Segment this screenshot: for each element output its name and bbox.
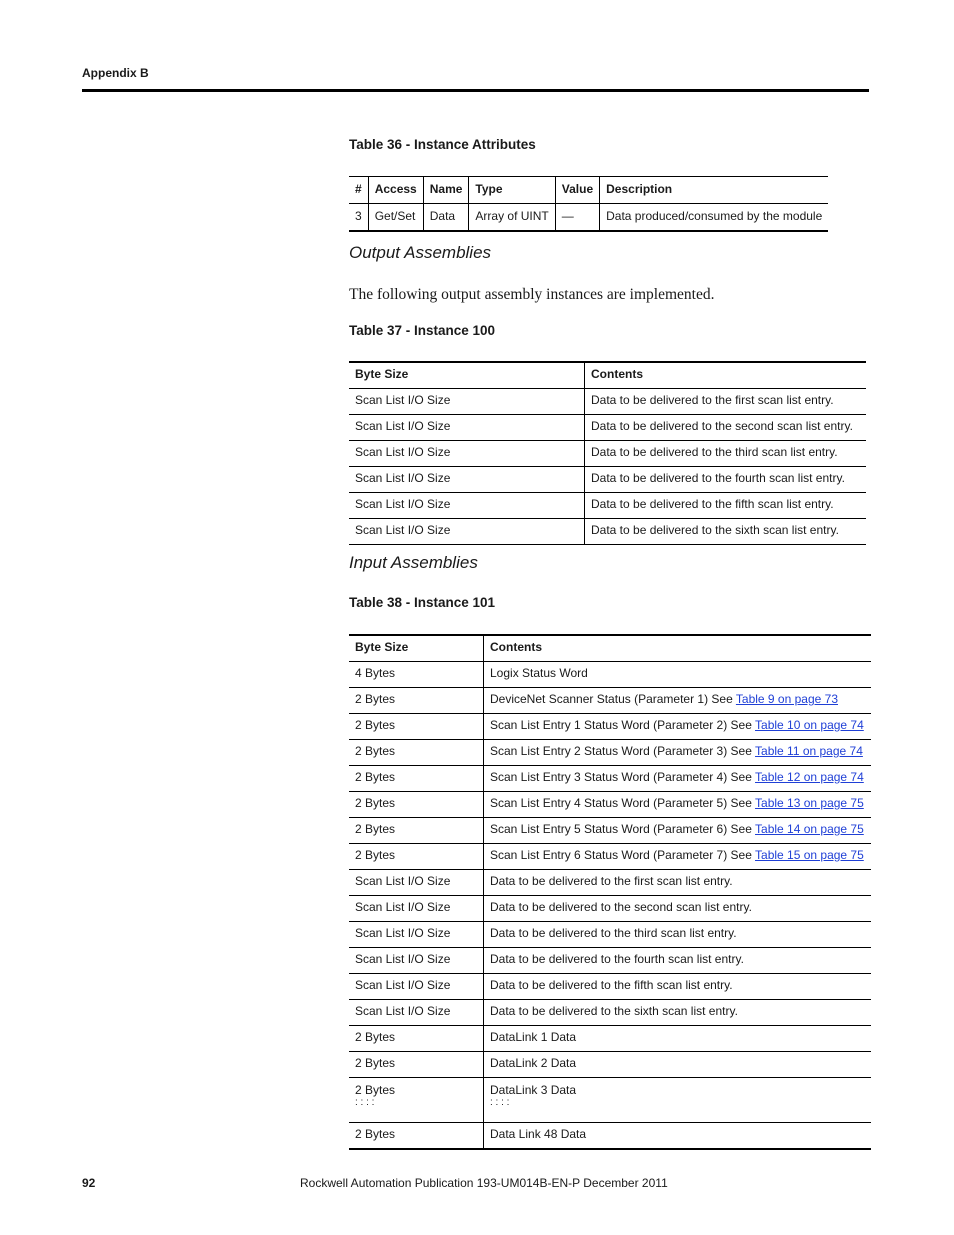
table36-header-row: [349, 177, 828, 204]
table37-cell: Scan List I/O Size: [349, 415, 585, 441]
table38-contents-cell: [484, 870, 872, 896]
ellipsis-marker: : : : :: [490, 1097, 510, 1108]
contents-text: Data to be delivered to the sixth scan list entry.: [490, 1004, 738, 1018]
table37-cell: Scan List I/O Size: [349, 467, 585, 493]
table37-cell: Scan List I/O Size: [349, 441, 585, 467]
table-row: [349, 792, 871, 818]
table-14-link[interactable]: Table 14 on page 75: [755, 822, 864, 836]
table-row: [349, 493, 866, 519]
table-row: [349, 844, 871, 870]
output-paragraph: The following output assembly instances are implemented.: [349, 286, 715, 303]
table38-contents-cell: [484, 948, 872, 974]
table38-size-cell: 2 Bytes: [349, 1123, 484, 1150]
table38-col-contents: Contents: [484, 635, 872, 662]
table36-caption: Table 36 - Instance Attributes: [349, 137, 536, 152]
table-row: [349, 1123, 871, 1150]
table38-contents-cell: [484, 1123, 872, 1150]
table-12-link[interactable]: Table 12 on page 74: [755, 770, 864, 784]
table-13-link[interactable]: Table 13 on page 75: [755, 796, 864, 810]
table38: [349, 634, 871, 1150]
table-row: [349, 519, 866, 545]
table-row: [349, 389, 866, 415]
table38-size-cell: 2 Bytes: [349, 792, 484, 818]
table38-size-cell: 2 Bytes: [349, 766, 484, 792]
table38-header-row: [349, 635, 871, 662]
output-assemblies-heading: Output Assemblies: [349, 243, 492, 262]
table-row: [349, 896, 871, 922]
table38-contents-cell: [484, 766, 872, 792]
table38-contents-cell: [484, 1078, 872, 1123]
table-9-link[interactable]: Table 9 on page 73: [735, 692, 838, 706]
contents-text: Data to be delivered to the fifth scan list entry.: [490, 978, 733, 992]
table38-contents-cell: [484, 896, 872, 922]
table37-header-row: [349, 362, 866, 389]
table38-contents-cell: [484, 1052, 872, 1078]
table37-cell: Data to be delivered to the fifth scan list entry.: [585, 493, 867, 519]
table-row: [349, 688, 871, 714]
ellipsis-marker: : : : :: [355, 1097, 375, 1108]
contents-text: DataLink 1 Data: [490, 1030, 577, 1044]
contents-text: Scan List Entry 5 Status Word (Parameter 6) See: [490, 822, 756, 836]
table38-size-cell: Scan List I/O Size: [349, 870, 484, 896]
table-row: [349, 204, 828, 232]
page-number: 92: [82, 1176, 96, 1190]
table36-col-type: Type: [469, 177, 555, 204]
table38-contents-cell: [484, 818, 872, 844]
table38-col-byte-size: Byte Size: [349, 635, 484, 662]
table38-contents-cell: [484, 714, 872, 740]
table38-size-cell: Scan List I/O Size: [349, 922, 484, 948]
table36: [349, 176, 828, 232]
table38-size-cell: 2 Bytes: [349, 714, 484, 740]
contents-text: DataLink 3 Data: [490, 1083, 577, 1097]
table37-col-byte-size: Byte Size: [349, 362, 585, 389]
table38-size-cell: 2 Bytes: [349, 688, 484, 714]
table38-contents-cell: [484, 974, 872, 1000]
input-assemblies-heading: Input Assemblies: [349, 553, 478, 572]
table37-cell: Data to be delivered to the sixth scan list entry.: [585, 519, 867, 545]
publication-footer: Rockwell Automation Publication 193-UM014B-EN-P December 2011: [300, 1176, 668, 1190]
table-row: [349, 974, 871, 1000]
header-rule: [82, 89, 869, 92]
table36-col-access: Access: [368, 177, 423, 204]
table38-size-cell: 4 Bytes: [349, 662, 484, 688]
table-row: [349, 1000, 871, 1026]
table37-col-contents: Contents: [585, 362, 867, 389]
table36-col-description: Description: [600, 177, 829, 204]
contents-text: Scan List Entry 6 Status Word (Parameter 7) See: [490, 848, 756, 862]
contents-text: Scan List Entry 1 Status Word (Parameter 2) See: [490, 718, 756, 732]
contents-text: Scan List Entry 2 Status Word (Parameter 3) See: [490, 744, 756, 758]
table38-size-cell: 2 Bytes: [349, 1052, 484, 1078]
table-row: [349, 922, 871, 948]
table-15-link[interactable]: Table 15 on page 75: [755, 848, 864, 862]
contents-text: DeviceNet Scanner Status (Parameter 1) See: [490, 692, 736, 706]
running-header: Appendix B: [82, 66, 149, 80]
table-11-link[interactable]: Table 11 on page 74: [755, 744, 863, 758]
contents-text: Data to be delivered to the second scan list entry.: [490, 900, 752, 914]
table-row: [349, 1026, 871, 1052]
table-row: [349, 818, 871, 844]
table36-col-name: Name: [423, 177, 469, 204]
table-row: [349, 441, 866, 467]
size-text: 2 Bytes: [355, 1083, 396, 1097]
table38-contents-cell: [484, 688, 872, 714]
contents-text: Data Link 48 Data: [490, 1127, 587, 1141]
table-row: [349, 870, 871, 896]
table-10-link[interactable]: Table 10 on page 74: [755, 718, 864, 732]
table37-cell: Scan List I/O Size: [349, 519, 585, 545]
table38-contents-cell: [484, 740, 872, 766]
table-row: [349, 948, 871, 974]
table-row: [349, 1052, 871, 1078]
contents-text: Data to be delivered to the first scan list entry.: [490, 874, 733, 888]
table38-size-cell: 2 Bytes: [349, 844, 484, 870]
table38-contents-cell: [484, 1026, 872, 1052]
contents-text: Scan List Entry 4 Status Word (Parameter 5) See: [490, 796, 756, 810]
table36-col-value: Value: [555, 177, 599, 204]
contents-text: Data to be delivered to the third scan list entry.: [490, 926, 737, 940]
table36-cell: Data: [423, 204, 469, 232]
table-row: [349, 415, 866, 441]
table36-cell: 3: [355, 209, 362, 223]
table37-cell: Data to be delivered to the second scan list entry.: [585, 415, 867, 441]
contents-text: Logix Status Word: [490, 666, 588, 680]
table36-cell: Array of UINT: [469, 204, 555, 232]
table38-size-cell: Scan List I/O Size: [349, 948, 484, 974]
table37: [349, 361, 866, 545]
table37-cell: Data to be delivered to the third scan list entry.: [585, 441, 867, 467]
table38-contents-cell: [484, 792, 872, 818]
table38-contents-cell: [484, 922, 872, 948]
table36-col-num: #: [349, 177, 368, 204]
table37-cell: Data to be delivered to the fourth scan list entry.: [585, 467, 867, 493]
table36-cell: Get/Set: [368, 204, 423, 232]
table38-caption: Table 38 - Instance 101: [349, 595, 496, 610]
table-row: [349, 662, 871, 688]
contents-text: Scan List Entry 3 Status Word (Parameter 4) See: [490, 770, 756, 784]
table-row: [349, 467, 866, 493]
table36-cell: —: [555, 204, 599, 232]
table-row: [349, 714, 871, 740]
table37-cell: Data to be delivered to the first scan list entry.: [585, 389, 867, 415]
table38-size-cell: 2 Bytes: [349, 740, 484, 766]
table38-size-cell: Scan List I/O Size: [349, 974, 484, 1000]
table38-size-cell: [349, 1078, 484, 1123]
table36-cell: Data produced/consumed by the module: [600, 204, 829, 232]
table-row: [349, 1078, 871, 1123]
table38-size-cell: 2 Bytes: [349, 818, 484, 844]
table38-size-cell: Scan List I/O Size: [349, 1000, 484, 1026]
contents-text: DataLink 2 Data: [490, 1056, 577, 1070]
table-row: [349, 740, 871, 766]
table38-size-cell: Scan List I/O Size: [349, 896, 484, 922]
table38-contents-cell: [484, 662, 872, 688]
table38-size-cell: 2 Bytes: [349, 1026, 484, 1052]
table38-contents-cell: [484, 1000, 872, 1026]
table37-cell: Scan List I/O Size: [349, 389, 585, 415]
table37-caption: Table 37 - Instance 100: [349, 323, 496, 338]
table37-cell: Scan List I/O Size: [349, 493, 585, 519]
table38-contents-cell: [484, 844, 872, 870]
table-row: [349, 766, 871, 792]
contents-text: Data to be delivered to the fourth scan list entry.: [490, 952, 744, 966]
